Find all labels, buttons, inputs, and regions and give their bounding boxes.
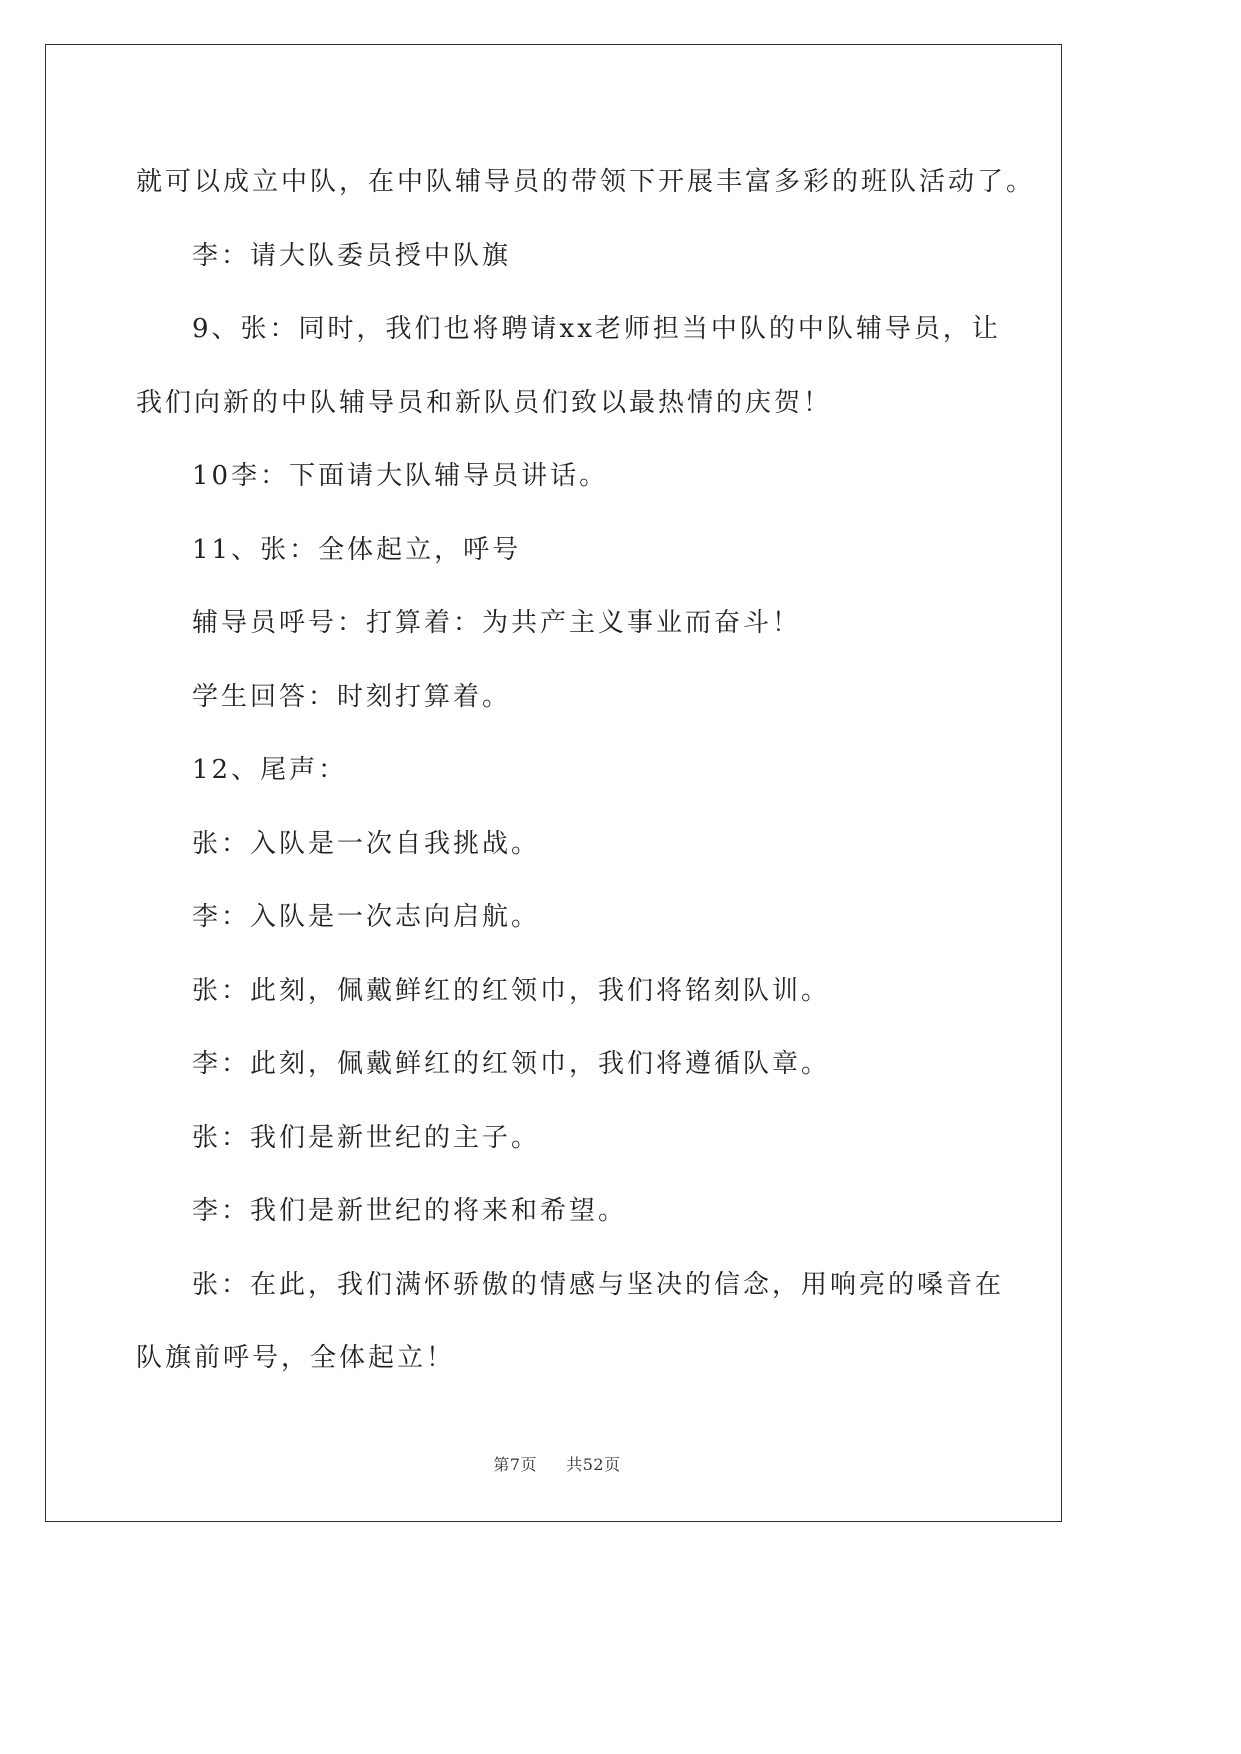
- paragraph: 11、张：全体起立，呼号: [192, 534, 522, 565]
- paragraph: 队旗前呼号，全体起立！: [136, 1343, 456, 1373]
- current-page-label: 第7页: [493, 1455, 538, 1474]
- total-pages-label: 共52页: [566, 1455, 621, 1474]
- paragraph: 李：入队是一次志向启航。: [192, 902, 541, 932]
- paragraph: 9、张：同时，我们也将聘请xx老师担当中队的中队辅导员，让: [192, 314, 1001, 344]
- document-body: [136, 146, 1036, 1396]
- paragraph: 辅导员呼号：打算着：为共产主义事业而奋斗！: [192, 608, 802, 638]
- paragraph: 张：我们是新世纪的主子。: [192, 1122, 541, 1153]
- paragraph: 我们向新的中队辅导员和新队员们致以最热情的庆贺！: [136, 387, 833, 418]
- paragraph: 10李：下面请大队辅导员讲话。: [192, 461, 609, 491]
- paragraph: 张：在此，我们满怀骄傲的情感与坚决的信念，用响亮的嗓音在: [192, 1269, 1005, 1300]
- paragraph: 学生回答：时刻打算着。: [192, 681, 512, 712]
- paragraph: 李：请大队委员授中队旗: [192, 240, 512, 271]
- paragraph: 张：入队是一次自我挑战。: [192, 828, 541, 859]
- paragraph: 就可以成立中队，在中队辅导员的带领下开展丰富多彩的班队活动了。: [136, 167, 1036, 197]
- paragraph: 12、尾声：: [192, 755, 348, 785]
- paragraph: 李：此刻，佩戴鲜红的红领巾，我们将遵循队章。: [192, 1049, 831, 1079]
- paragraph: 李：我们是新世纪的将来和希望。: [192, 1196, 628, 1226]
- paragraph: 张：此刻，佩戴鲜红的红领巾，我们将铭刻队训。: [192, 975, 831, 1006]
- page-footer: [0, 1452, 1114, 1475]
